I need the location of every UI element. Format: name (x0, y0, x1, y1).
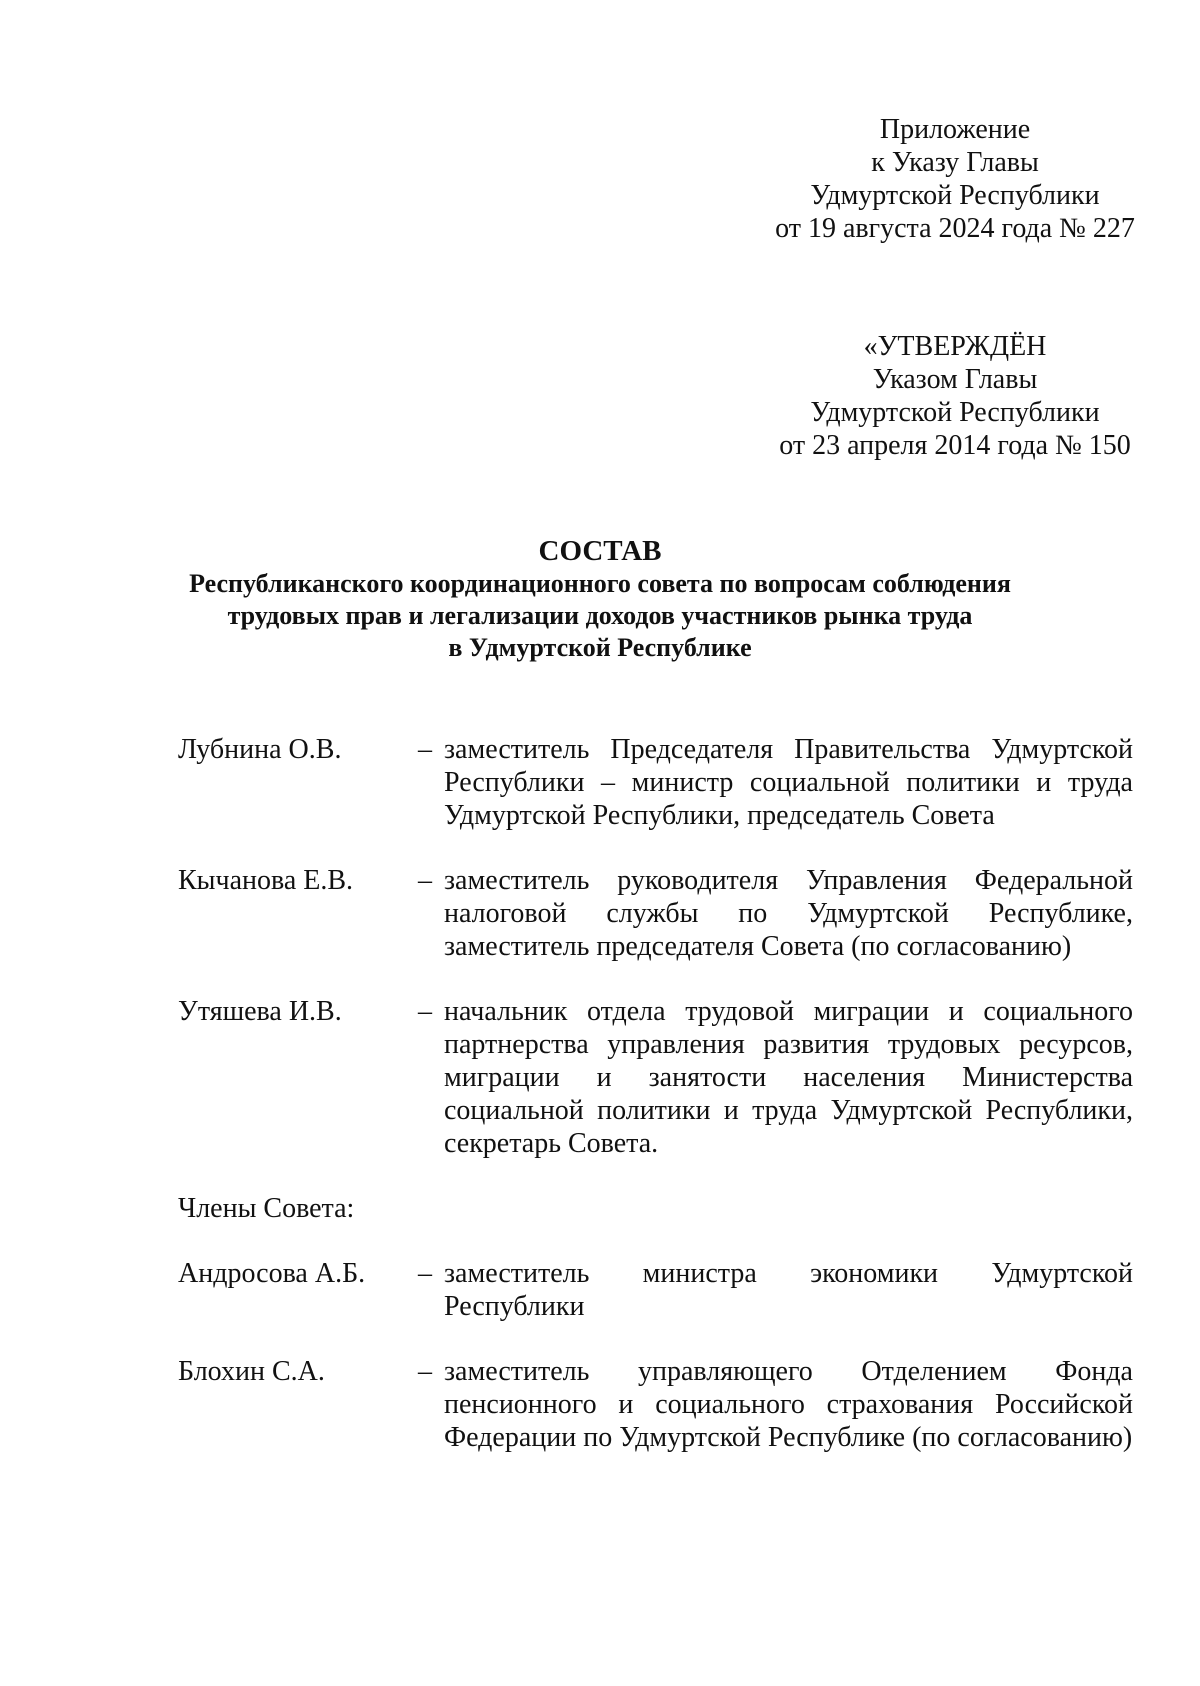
appendix-line-2: к Указу Главы (871, 147, 1039, 178)
member-name: Утяшева И.В. (178, 996, 342, 1027)
member-position: заместитель министра экономики Удмуртской Республики (444, 1258, 1133, 1322)
member-row (178, 864, 1133, 963)
member-row (178, 1355, 1133, 1454)
member-name: Кычанова Е.В. (178, 865, 354, 896)
member-name: Блохин С.А. (178, 1356, 325, 1387)
members-section-label: Члены Совета: (178, 1193, 355, 1224)
dash-separator: – (418, 1258, 432, 1289)
approved-line-2: Указом Главы (872, 364, 1038, 395)
dash-separator: – (418, 734, 432, 765)
member-position: заместитель руководителя Управления Федеральной налоговой службы по Удмуртской Республике, заместитель председателя Совета (по согласованию) (444, 865, 1133, 962)
document-title: СОСТАВ (538, 535, 662, 567)
appendix-line-4: от 19 августа 2024 года № 227 (775, 213, 1135, 244)
member-row (178, 733, 1133, 832)
document-heading (160, 535, 1040, 664)
member-position: начальник отдела трудовой миграции и социального партнерства управления развития трудовых ресурсов, миграции и занятости населения Министерства социальной политики и труда Удмуртской Республики, секретарь Совета. (444, 996, 1133, 1159)
appendix-line-1: Приложение (879, 114, 1031, 145)
council-composition-list (178, 733, 1133, 1454)
document-subtitle-line-3: в Удмуртской Республике (448, 633, 752, 662)
appendix-header (775, 113, 1135, 245)
dash-separator: – (418, 1356, 432, 1387)
document-subtitle-line-1: Республиканского координационного совета по вопросам соблюдения (189, 569, 1011, 598)
member-row (178, 1257, 1133, 1323)
approval-stamp (775, 330, 1135, 462)
member-name: Лубнина О.В. (178, 734, 342, 765)
member-position: заместитель управляющего Отделением Фонда пенсионного и социального страхования Российской Федерации по Удмуртской Республике (по согласованию) (444, 1356, 1133, 1453)
approved-line-3: Удмуртской Республики (810, 397, 1100, 428)
member-name: Андросова А.Б. (178, 1258, 366, 1289)
document-subtitle-line-2: трудовых прав и легализации доходов участников рынка труда (227, 601, 973, 630)
dash-separator: – (418, 865, 432, 896)
approved-line-4: от 23 апреля 2014 года № 150 (779, 430, 1131, 461)
member-position: заместитель Председателя Правительства Удмуртской Республики – министр социальной политики и труда Удмуртской Республики, председатель Совета (444, 734, 1133, 831)
member-row (178, 995, 1133, 1160)
dash-separator: – (418, 996, 432, 1027)
approved-line-1: «УТВЕРЖДЁН (863, 331, 1047, 362)
appendix-line-3: Удмуртской Республики (810, 180, 1100, 211)
